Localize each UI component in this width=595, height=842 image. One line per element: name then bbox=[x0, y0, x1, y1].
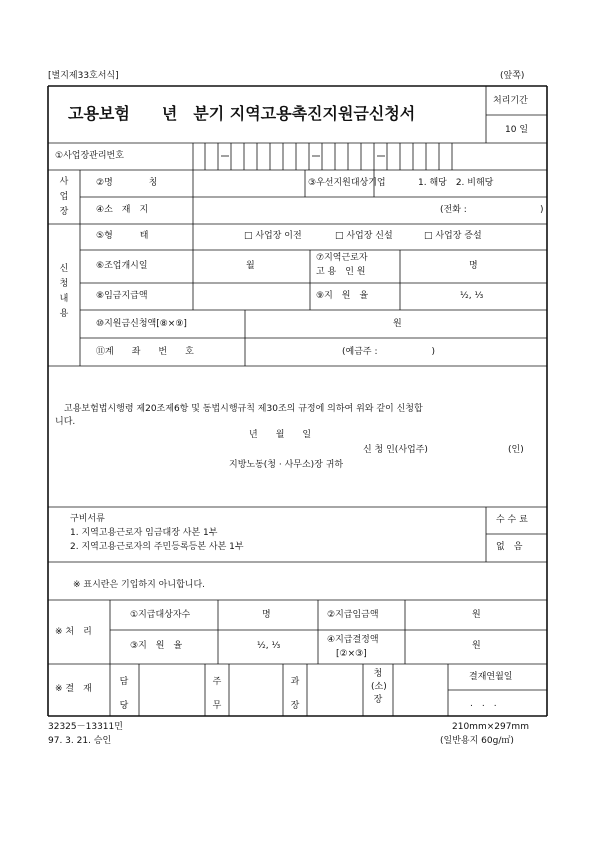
account-holder[interactable]: (예금주 : ) bbox=[342, 347, 435, 357]
priority-support-label: ③우선지원대상기업 bbox=[308, 178, 386, 188]
wage-input[interactable] bbox=[194, 284, 309, 309]
fee-label: 수 수 료 bbox=[496, 515, 528, 525]
recipient: 지방노동(청 · 사무소)장 귀하 bbox=[229, 460, 344, 470]
fee-value: 없 음 bbox=[496, 542, 523, 552]
start-date-label: ⑥조업개시일 bbox=[96, 261, 148, 271]
rate-label: ⑨지 원 율 bbox=[316, 291, 369, 301]
amount-label: ⑩지원금신청액[⑧×⑨] bbox=[96, 319, 187, 329]
phone-close: ) bbox=[540, 205, 544, 215]
applicant-label: 신 청 인(사업주) bbox=[363, 445, 428, 455]
notice-text: ※ 표시란은 기입하지 아니합니다. bbox=[73, 580, 206, 590]
processing-period-label: 처리기간 bbox=[493, 96, 528, 106]
regional-workers-label-2: 고 용 인 원 bbox=[316, 267, 366, 277]
form-title: 고용보험 년 분기 지역고용촉진지원금신청서 bbox=[68, 104, 416, 123]
decided-amount-label-2: [②×③] bbox=[336, 649, 367, 659]
workplace-name-input[interactable] bbox=[194, 171, 304, 196]
address-label: ④소 재 지 bbox=[96, 205, 149, 215]
type-option-relocation[interactable]: □ 사업장 이전 bbox=[244, 231, 302, 241]
business-number-input[interactable] bbox=[194, 144, 452, 169]
processing-section-label: ※ 처 리 bbox=[55, 627, 92, 637]
processing-rate-label: ③지 원 율 bbox=[130, 641, 183, 651]
decided-amount-unit: 원 bbox=[472, 641, 481, 651]
application-section-label: 신청내용 bbox=[59, 264, 69, 319]
documents-heading: 구비서류 bbox=[70, 514, 105, 524]
footer-size: 210mm×297mm bbox=[452, 722, 529, 732]
phone-label: (전화 : bbox=[440, 205, 467, 215]
regional-workers-unit: 명 bbox=[469, 261, 478, 271]
declaration-text-1: 고용보험법시행령 제20조제6항 및 동법시행규칙 제30조의 규정에 의하여 위와 같이 신청합 bbox=[64, 404, 423, 414]
documents-item-1: 1. 지역고용근로자 임금대장 사본 1부 bbox=[70, 528, 218, 538]
footer-approval: 97. 3. 21. 승인 bbox=[48, 736, 112, 746]
approval-section-label: ※ 결 재 bbox=[55, 684, 92, 694]
seal-mark: (인) bbox=[508, 445, 524, 455]
page-side: (앞쪽) bbox=[500, 71, 525, 81]
rate-value: ½, ⅓ bbox=[460, 291, 484, 301]
wage-paid-unit: 원 bbox=[472, 610, 481, 620]
approval-col-chief: 주무 bbox=[212, 677, 222, 711]
approval-col-director: 청(소)장 bbox=[371, 669, 387, 705]
amount-unit: 원 bbox=[393, 319, 402, 329]
wage-label: ⑧임금지급액 bbox=[96, 291, 148, 301]
account-label: ⑪계 좌 번 호 bbox=[96, 347, 194, 357]
wage-paid-label: ②지급임금액 bbox=[327, 610, 379, 620]
approval-col-manager: 과장 bbox=[290, 677, 300, 711]
decided-amount-label-1: ④지급결정액 bbox=[327, 635, 379, 645]
payees-unit: 명 bbox=[262, 610, 271, 620]
start-date-unit: 월 bbox=[246, 261, 255, 271]
declaration-date: 년 월 일 bbox=[249, 430, 312, 440]
type-label: ⑤형 태 bbox=[96, 231, 149, 241]
address-input[interactable] bbox=[194, 198, 434, 223]
workplace-section-label: 사업장 bbox=[59, 177, 69, 217]
declaration-text-2: 니다. bbox=[55, 417, 76, 427]
processing-rate-value: ½, ⅓ bbox=[257, 641, 281, 651]
type-option-new[interactable]: □ 사업장 신설 bbox=[335, 231, 393, 241]
footer-paper: (일반용지 60g/㎡) bbox=[440, 736, 514, 746]
business-number-label: ①사업장관리번호 bbox=[55, 151, 124, 161]
processing-period-value: 10 일 bbox=[505, 125, 529, 135]
documents-item-2: 2. 지역고용근로자의 주민등록등본 사본 1부 bbox=[70, 542, 244, 552]
approval-col-staff: 담당 bbox=[119, 677, 129, 711]
workplace-name-label: ②명 칭 bbox=[96, 178, 158, 188]
approval-date-label: 결재연월일 bbox=[469, 672, 513, 682]
approval-date-dots: . . . bbox=[470, 699, 497, 709]
payees-label: ①지급대상자수 bbox=[130, 610, 191, 620]
regional-workers-label-1: ⑦지역근로자 bbox=[316, 253, 368, 263]
form-number: [별지제33호서식] bbox=[48, 71, 119, 81]
type-option-expansion[interactable]: □ 사업장 증설 bbox=[424, 231, 482, 241]
priority-support-options[interactable]: 1. 해당 2. 비해당 bbox=[418, 178, 494, 188]
footer-code: 32325－13311민 bbox=[48, 722, 123, 732]
